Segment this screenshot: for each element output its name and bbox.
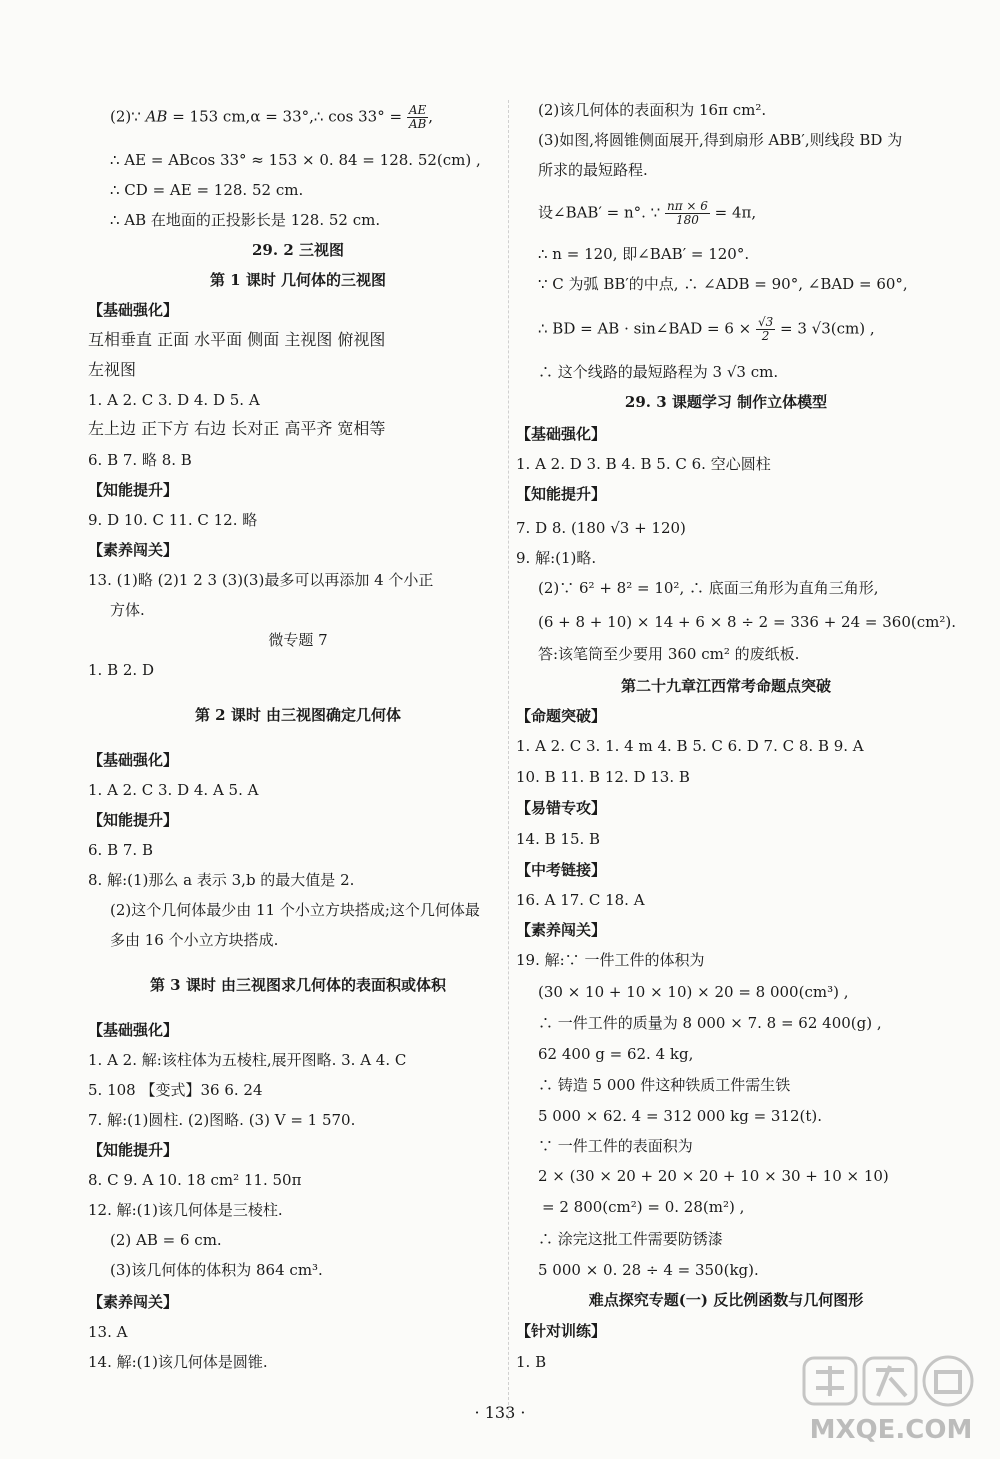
answer-line: ∴ 一件工件的质量为 8 000 × 7. 8 = 62 400(g) , — [538, 1014, 882, 1032]
answer-line: 14. B 15. B — [516, 830, 601, 848]
answer-line: ∴ AB 在地面的正投影长是 128. 52 cm. — [110, 211, 381, 229]
answer-line: 5 000 × 0. 28 ÷ 4 = 350(kg). — [538, 1261, 759, 1279]
fraction-numerator: √3 — [757, 315, 774, 329]
fraction-denominator: AB — [408, 117, 427, 131]
answer-line: 7. 解:(1)圆柱. (2)图略. (3) V = 1 570. — [88, 1111, 356, 1129]
category-heading: 【素养闯关】 — [88, 541, 179, 559]
answer-line: 9. 解:(1)略. — [516, 549, 597, 567]
answer-line: 6. B 7. 略 8. B — [88, 451, 192, 469]
text: = 153 cm,α = 33°,∴ cos 33° = — [167, 107, 407, 126]
page-number: · 133 · — [474, 1403, 526, 1422]
category-heading: 【基础强化】 — [88, 751, 179, 769]
answer-line: 答:该笔筒至少要用 360 cm² 的废纸板. — [538, 645, 800, 663]
answer-line: ∵ C 为弧 BB′的中点, ∴ ∠ADB = 90°, ∠BAD = 60°, — [538, 275, 908, 293]
answer-line: 1. A 2. C 3. D 4. D 5. A — [88, 391, 260, 409]
answer-line: 1. A 2. C 3. D 4. A 5. A — [88, 781, 259, 799]
fraction-numerator: nπ × 6 — [666, 199, 708, 213]
text: ∴ BD = AB · sin∠BAD = 6 × — [538, 319, 756, 338]
answer-line: 16. A 17. C 18. A — [516, 891, 645, 909]
answer-line: ∴ n = 120, 即∠BAB′ = 120°. — [538, 245, 750, 263]
answer-line: 1. B 2. D — [88, 661, 154, 679]
answer-line: 5 000 × 62. 4 = 312 000 kg = 312(t). — [538, 1107, 823, 1125]
watermark-text: MXQE.COM — [809, 1415, 973, 1445]
answer-line: 左视图 — [88, 360, 137, 379]
lesson-title: 第 2 课时 由三视图确定几何体 — [194, 706, 402, 724]
category-heading: 【针对训练】 — [516, 1322, 607, 1340]
answer-line: 14. 解:(1)该几何体是圆锥. — [88, 1353, 268, 1371]
column-divider — [508, 100, 509, 1420]
section-title: 29. 2 三视图 — [252, 241, 344, 259]
category-heading: 【基础强化】 — [516, 425, 607, 443]
fraction — [407, 104, 428, 131]
fraction — [756, 316, 775, 343]
section-title: 微专题 7 — [268, 631, 328, 649]
answer-line: 12. 解:(1)该几何体是三棱柱. — [88, 1201, 283, 1219]
answer-line: (6 + 8 + 10) × 14 + 6 × 8 ÷ 2 = 336 + 24 = 360(cm²). — [538, 613, 956, 631]
answer-line: 8. 解:(1)那么 a 表示 3,b 的最大值是 2. — [88, 871, 355, 889]
answer-line: 10. B 11. B 12. D 13. B — [516, 768, 690, 786]
answer-line: 所求的最短路程. — [538, 161, 648, 179]
fraction-denominator: 2 — [761, 329, 770, 343]
answer-line: ∴ CD = AE = 128. 52 cm. — [110, 181, 304, 199]
fraction-denominator: 180 — [675, 213, 699, 227]
section-title: 29. 3 课题学习 制作立体模型 — [624, 393, 828, 411]
answer-line: 6. B 7. B — [88, 841, 153, 859]
category-heading: 【知能提升】 — [88, 481, 179, 499]
answer-line — [538, 200, 756, 227]
category-heading: 【知能提升】 — [88, 811, 179, 829]
answer-line: 19. 解:∵ 一件工件的体积为 — [516, 951, 705, 969]
text: (2)∵ — [110, 107, 146, 126]
answer-line: 2 × (30 × 20 + 20 × 20 + 10 × 30 + 10 × 10) — [538, 1167, 889, 1185]
category-heading: 【知能提升】 — [516, 485, 607, 503]
answer-line: 13. A — [88, 1323, 128, 1341]
answer-line: (2)这个几何体最少由 11 个小立方块搭成;这个几何体最 — [110, 901, 480, 919]
answer-line: 互相垂直 正面 水平面 侧面 主视图 俯视图 — [88, 330, 386, 349]
answer-line: 方体. — [110, 601, 145, 619]
text: , — [428, 107, 434, 126]
answer-line: (2)∵ 6² + 8² = 10², ∴ 底面三角形为直角三角形, — [538, 579, 879, 597]
fraction — [665, 200, 710, 227]
answer-line: ∵ 一件工件的表面积为 — [538, 1137, 693, 1155]
answer-line: (3)该几何体的体积为 864 cm³. — [110, 1261, 323, 1279]
answer-line: 多由 16 个小立方块搭成. — [110, 931, 279, 949]
answer-line: (2) AB = 6 cm. — [110, 1231, 222, 1249]
category-heading: 【中考链接】 — [516, 861, 607, 879]
category-heading: 【基础强化】 — [88, 1021, 179, 1039]
category-heading: 【基础强化】 — [88, 301, 179, 319]
text: AB — [145, 107, 168, 126]
lesson-title: 第 1 课时 几何体的三视图 — [209, 271, 387, 289]
answer-line: 5. 108 【变式】36 6. 24 — [88, 1081, 263, 1099]
topic-title: 难点探究专题(一) 反比例函数与几何图形 — [588, 1291, 864, 1309]
answer-line: ∴ 铸造 5 000 件这种铁质工件需生铁 — [538, 1076, 791, 1094]
answer-line: (2)该几何体的表面积为 16π cm². — [538, 101, 767, 119]
answer-line: ∴ 这个线路的最短路程为 3 √3 cm. — [538, 363, 779, 381]
lesson-title: 第 3 课时 由三视图求几何体的表面积或体积 — [149, 976, 447, 994]
answer-line: 左上边 正下方 右边 长对正 高平齐 宽相等 — [88, 419, 386, 438]
text: 设∠BAB′ = n°. ∵ — [538, 203, 665, 222]
answer-line: = 2 800(cm²) = 0. 28(m²) , — [542, 1198, 745, 1216]
text: = 4π, — [709, 203, 757, 222]
text: = 3 √3(cm) , — [775, 319, 875, 338]
answer-line — [110, 104, 433, 131]
answer-line: 9. D 10. C 11. C 12. 略 — [88, 511, 258, 529]
answer-line: (30 × 10 + 10 × 10) × 20 = 8 000(cm³) , — [538, 983, 849, 1001]
fraction-numerator: AE — [407, 104, 428, 118]
watermark-logo-icon — [796, 1352, 986, 1447]
category-heading: 【易错专攻】 — [516, 799, 607, 817]
answer-line: ∴ 涂完这批工件需要防锈漆 — [538, 1230, 723, 1248]
answer-line: 8. C 9. A 10. 18 cm² 11. 50π — [88, 1171, 302, 1189]
answer-line: 62 400 g = 62. 4 kg, — [538, 1045, 694, 1063]
category-heading: 【素养闯关】 — [88, 1293, 179, 1311]
chapter-title: 第二十九章江西常考命题点突破 — [620, 677, 831, 695]
category-heading: 【素养闯关】 — [516, 921, 607, 939]
category-heading: 【命题突破】 — [516, 707, 607, 725]
answer-line: ∴ AE = ABcos 33° ≈ 153 × 0. 84 = 128. 52(cm) , — [110, 151, 481, 169]
answer-line: 13. (1)略 (2)1 2 3 (3)(3)最多可以再添加 4 个小正 — [88, 571, 434, 589]
category-heading: 【知能提升】 — [88, 1141, 179, 1159]
answer-line: 1. A 2. D 3. B 4. B 5. C 6. 空心圆柱 — [516, 455, 771, 473]
answer-line: 1. B — [516, 1353, 547, 1371]
answer-line: 7. D 8. (180 √3 + 120) — [516, 519, 686, 537]
answer-line: 1. A 2. 解:该柱体为五棱柱,展开图略. 3. A 4. C — [88, 1051, 407, 1069]
answer-line — [538, 316, 875, 343]
answer-line: (3)如图,将圆锥侧面展开,得到扇形 ABB′,则线段 BD 为 — [538, 131, 903, 149]
answer-line: 1. A 2. C 3. 1. 4 m 4. B 5. C 6. D 7. C 8. B 9. A — [516, 737, 864, 755]
